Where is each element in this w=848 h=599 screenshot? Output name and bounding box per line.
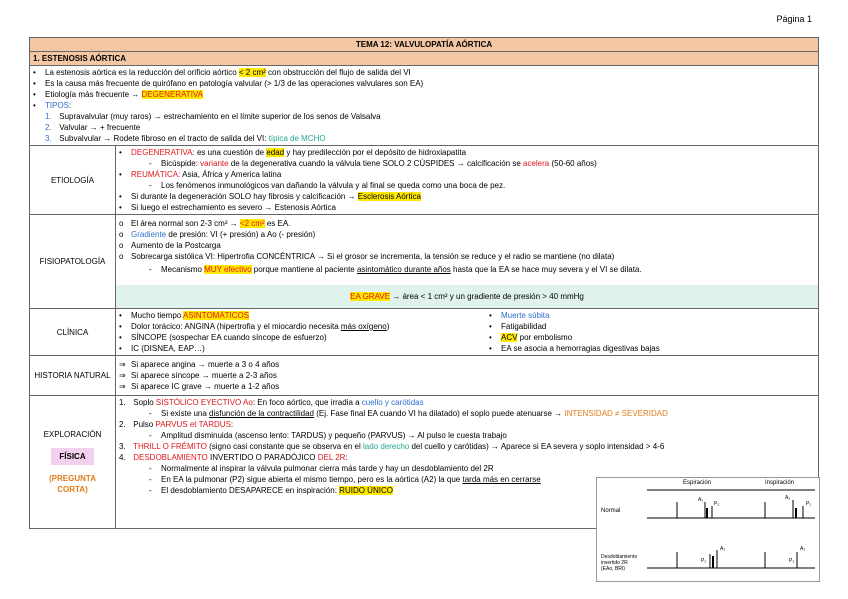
etiologia-line: • REUMÁTICA: Asia, África y America latina	[119, 170, 282, 179]
expl-line: 4. DESDOBLAMIENTO INVERTIDO O PARADÓJICO DEL 2R:	[119, 453, 348, 462]
expl-line: 2. Pulso PARVUS et TARDUS:	[119, 420, 234, 429]
pregunta-corta: (PREGUNTA CORTA)	[49, 474, 96, 494]
fisio-line: - Mecanismo MUY efectivo porque mantiene al paciente asintomático durante años hasta que la EA se hace muy severa y el VI se dilata.	[149, 265, 642, 274]
clinica-line: • IC (DISNEA, EAP…)	[119, 344, 205, 353]
historia-cell	[116, 356, 819, 396]
clinica-label: CLÍNICA	[30, 309, 116, 356]
tipo-2: 2. Valvular → + frecuente	[45, 123, 141, 132]
etiologia-line: - Los fenómenos inmunológicos van dañando la válvula y al final se queda como una boca de pez.	[149, 181, 506, 190]
tipo-1: 1. Supravalvular (muy raros) → estrechamiento en el límite superior de los senos de Valsalva	[45, 112, 381, 121]
bullet-icon: •	[33, 79, 36, 88]
etiologia-cell	[116, 146, 819, 215]
expl-line: 3. THRILL O FRÉMITO (signo casi constante que se observa en el lado derecho del cuello y carótidas) → Aparece si EA severa y soplo intensidad > 4-6	[119, 442, 665, 451]
clinica-line: • SÍNCOPE (sospechar EA cuando síncope de esfuerzo)	[119, 333, 327, 342]
p2-label: P₂	[789, 558, 795, 564]
p2-label: P₂	[714, 501, 720, 507]
waveform-svg	[597, 478, 819, 581]
historia-line: ⇒ Si aparece síncope → muerte a 2-3 años	[119, 371, 277, 380]
fisio-label: FISIOPATOLOGÍA	[30, 215, 116, 309]
expl-line: - Si existe una disfunción de la contractilidad (Ej. Fase final EA cuando VI ha dilatado) el soplo puede atenuarse → INTENSIDAD ≠ SEVERIDAD	[149, 409, 668, 418]
intro-line-2: • Es la causa más frecuente de quirófano en patología valvular (> 1/3 de las operaciones valvulares son EA)	[33, 79, 424, 88]
historia-label: HISTORIA NATURAL	[30, 356, 116, 396]
bullet-icon: •	[33, 101, 36, 110]
expl-line: - En EA la pulmonar (P2) sigue abierta el mismo tiempo, pero es la aórtica (A2) la que tarda más en cerrarse	[149, 475, 541, 484]
tipo-3: 3. Subvalvular → Rodete fibroso en el tracto de salida del VI: típica de MCHO	[45, 134, 326, 143]
heart-sound-diagram	[596, 477, 820, 582]
clinica-line: • Fatigabilidad	[489, 322, 547, 331]
section-heading: 1. ESTENOSIS AÓRTICA	[30, 52, 819, 66]
etiologia-line: • Si luego el estrechamiento es severo → Estenosis Aórtica	[119, 203, 336, 212]
page-number: Página 1	[776, 14, 812, 24]
expl-line: - Amplitud disminuida (ascenso lento: TARDUS) y pequeño (PARVUS) → Al pulso le cuesta trabajo	[149, 431, 507, 440]
inspiracion-label: Inspiración	[765, 480, 795, 486]
clinica-cell	[116, 309, 819, 356]
clinica-line: • Dolor torácico: ANGINA (hipertrofia y el miocardio necesita más oxígeno)	[119, 322, 390, 331]
etiologia-line: - Bicúspide: variante de la degenerativa cuando la válvula tiene SOLO 2 CÚSPIDES → calcificación se acelera (50-60 años)	[149, 159, 597, 168]
content-table	[29, 37, 819, 529]
clinica-line: • EA se asocia a hemorragias digestivas bajas	[489, 344, 660, 353]
etiologia-label: ETIOLOGÍA	[30, 146, 116, 215]
a2-label: A₂	[785, 495, 791, 501]
expl-line: 1. Soplo SISTÓLICO EYECTIVO Ao: En foco aórtico, que irradia a cuello y carótidas	[119, 398, 424, 407]
intro-line-4: • TIPOS:	[33, 101, 72, 110]
espiracion-label: Espiración	[683, 480, 712, 486]
clinica-line: • ACV por embolismo	[489, 333, 573, 342]
normal-label: Normal	[601, 508, 621, 514]
expl-line: - El desdoblamiento DESAPARECE en inspiración: RUIDO ÚNICO	[149, 486, 393, 495]
historia-line: ⇒ Si aparece angina → muerte a 3 o 4 años	[119, 360, 280, 369]
clinica-line: • Muerte súbita	[489, 311, 550, 320]
fisio-line: o El área normal son 2-3 cm² → <2 cm² es EA.	[119, 219, 291, 228]
historia-line: ⇒ Si aparece IC grave → muerte a 1-2 años	[119, 382, 280, 391]
fisio-line: o Aumento de la Postcarga	[119, 241, 221, 250]
p2-label: P₂	[806, 501, 812, 507]
ea-grave-box: EA GRAVE → área < 1 cm² y un gradiente de presión > 40 mmHg	[116, 285, 818, 308]
etiologia-line: • DEGENERATIVA: es una cuestión de edad y hay predilección por el depósito de hidroxiapatita	[119, 148, 467, 157]
exploracion-label	[30, 396, 116, 529]
page-title: TEMA 12: VALVULOPATÍA AÓRTICA	[30, 38, 819, 52]
fisio-line: o Sobrecarga sistólica VI: Hipertrofia CONCÉNTRICA → Si el grosor se incrementa, la tensión se reduce y el radio se mantiene (no dilata)	[119, 252, 615, 261]
expl-line: - Normalmente al inspirar la válvula pulmonar cierra más tarde y hay un desdoblamiento del 2R	[149, 464, 494, 473]
p2-label: P₂	[701, 558, 707, 564]
fisio-cell	[116, 215, 819, 309]
clinica-line: • Mucho tiempo ASINTOMÁTICOS	[119, 311, 250, 320]
a2-label: A₂	[698, 497, 704, 503]
fisica-badge: FÍSICA	[51, 448, 93, 465]
bullet-icon: •	[33, 68, 36, 77]
bullet-icon: •	[33, 90, 36, 99]
a2-label: A₂	[800, 546, 806, 552]
a2-label: A₂	[720, 546, 726, 552]
exploracion-title: EXPLORACIÓN	[43, 430, 102, 439]
fisio-line: o Gradiente de presión: VI (+ presión) a Ao (- presión)	[119, 230, 316, 239]
etiologia-line: • Si durante la degeneración SOLO hay fibrosis y calcificación → Esclerosis Aórtica	[119, 192, 421, 201]
intro-line-3: • Etiología más frecuente → DEGENERATIVA	[33, 90, 203, 99]
intro-line-1: • La estenosis aórtica es la reducción del orificio aórtico < 2 cm² con obstrucción del flujo de salida del VI	[33, 68, 411, 77]
desdoblamiento-label: Desdoblamiento invertido 2R (EAo, BRI)	[601, 554, 638, 572]
intro-cell	[30, 66, 819, 146]
